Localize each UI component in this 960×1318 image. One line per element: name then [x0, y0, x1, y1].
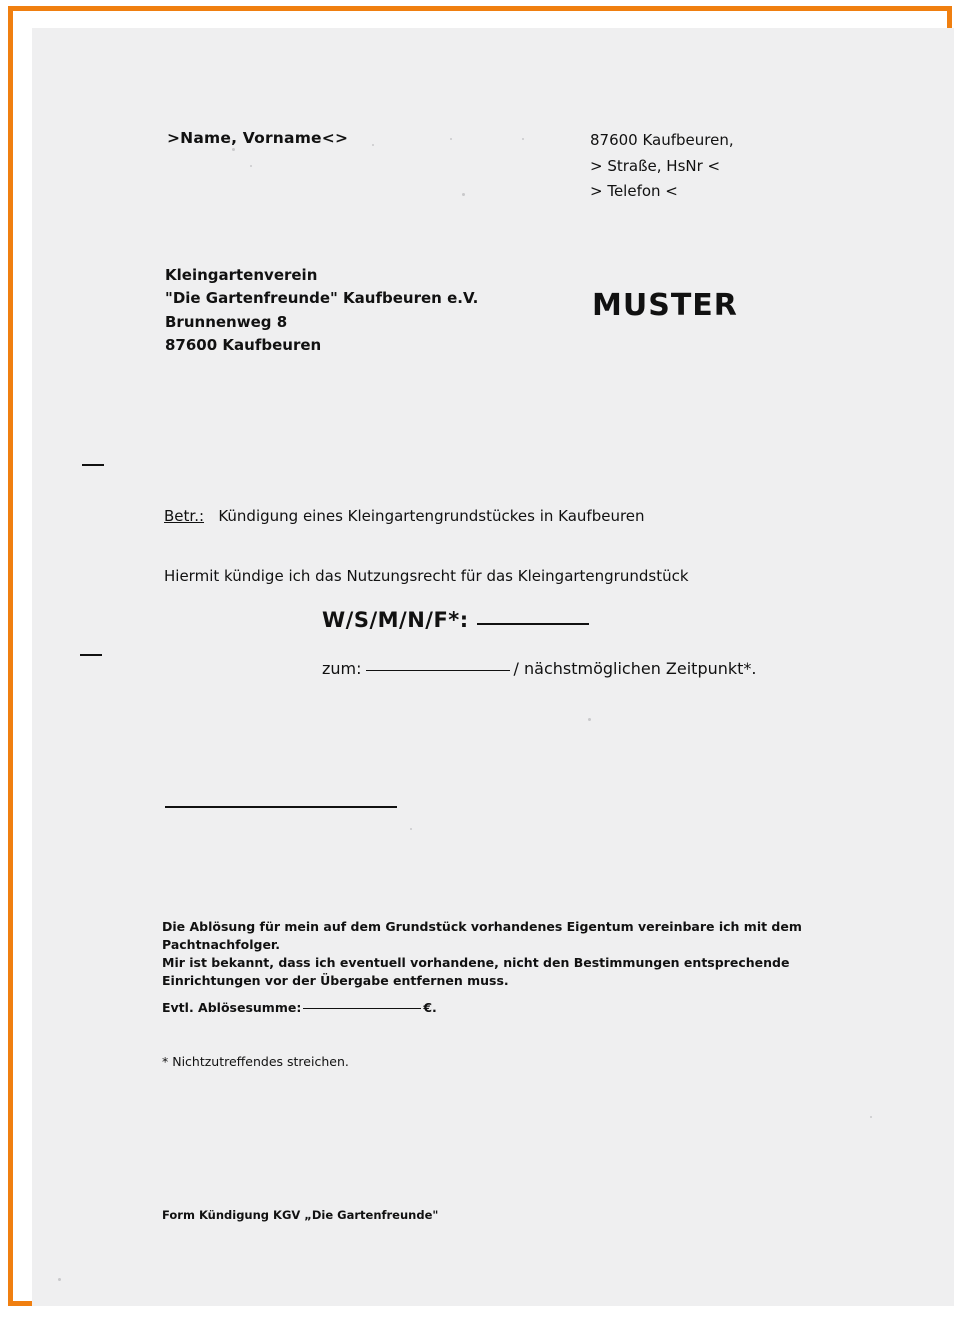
fine-print-block	[162, 918, 802, 991]
plot-code-label: W/S/M/N/F*:	[322, 608, 469, 632]
fine-print-line-4: Einrichtungen vor der Übergabe entfernen muss.	[162, 973, 509, 989]
signature-line	[165, 806, 397, 808]
sender-phone-line: > Telefon <	[590, 182, 678, 200]
form-footer-text: Form Kündigung KGV „Die Gartenfreunde"	[162, 1208, 439, 1222]
settlement-amount-blank[interactable]	[303, 1007, 421, 1009]
scan-speck	[462, 193, 465, 196]
recipient-line-3: Brunnenweg 8	[165, 312, 288, 331]
plot-code-blank[interactable]	[477, 622, 589, 625]
termination-date-field	[322, 658, 757, 680]
termination-date-label: zum:	[322, 659, 362, 678]
sender-street-line: > Straße, HsNr <	[590, 156, 721, 175]
margin-dash-lower	[80, 654, 102, 656]
muster-stamp: MUSTER	[592, 288, 738, 323]
scan-speck	[410, 828, 412, 830]
margin-dash-upper	[82, 464, 104, 466]
fine-print-line-2: Pachtnachfolger.	[162, 937, 281, 953]
settlement-currency: €.	[423, 1000, 437, 1015]
termination-date-blank[interactable]	[366, 669, 510, 671]
termination-date-suffix: / nächstmöglichen Zeitpunkt*.	[513, 659, 757, 678]
recipient-address-block	[165, 264, 478, 357]
settlement-amount-label: Evtl. Ablösesumme:	[162, 1000, 302, 1015]
sender-city-line: 87600 Kaufbeuren,	[590, 131, 734, 149]
plot-code-field	[322, 606, 589, 634]
orange-border-frame	[8, 6, 952, 1306]
fine-print-line-1: Die Ablösung für mein auf dem Grundstück vorhandenes Eigentum vereinbare ich mit dem	[162, 919, 802, 934]
sender-name-placeholder: >Name, Vorname<>	[167, 129, 349, 147]
recipient-line-1: Kleingartenverein	[165, 266, 318, 284]
scan-speck	[372, 144, 374, 146]
recipient-line-2: "Die Gartenfreunde" Kaufbeuren e.V.	[165, 289, 479, 308]
recipient-line-4: 87600 Kaufbeuren	[165, 335, 322, 354]
body-intro: Hiermit kündige ich das Nutzungsrecht für das Kleingartengrundstück	[164, 567, 689, 585]
settlement-amount-field	[162, 1000, 437, 1017]
scan-speck	[588, 718, 591, 721]
scan-speck	[450, 138, 452, 140]
subject-line	[164, 506, 645, 526]
scan-speck	[522, 138, 524, 140]
scan-speck	[250, 165, 252, 167]
sender-address-block	[590, 128, 734, 205]
fine-print-line-3: Mir ist bekannt, dass ich eventuell vorhandene, nicht den Bestimmungen entsprechende	[162, 955, 790, 971]
scan-speck	[58, 1278, 61, 1281]
footnote-text: * Nichtzutreffendes streichen.	[162, 1054, 349, 1069]
subject-text: Kündigung eines Kleingartengrundstückes in Kaufbeuren	[218, 507, 645, 525]
scanned-document	[32, 28, 954, 1306]
subject-label: Betr.:	[164, 507, 205, 525]
scan-speck	[870, 1116, 872, 1118]
